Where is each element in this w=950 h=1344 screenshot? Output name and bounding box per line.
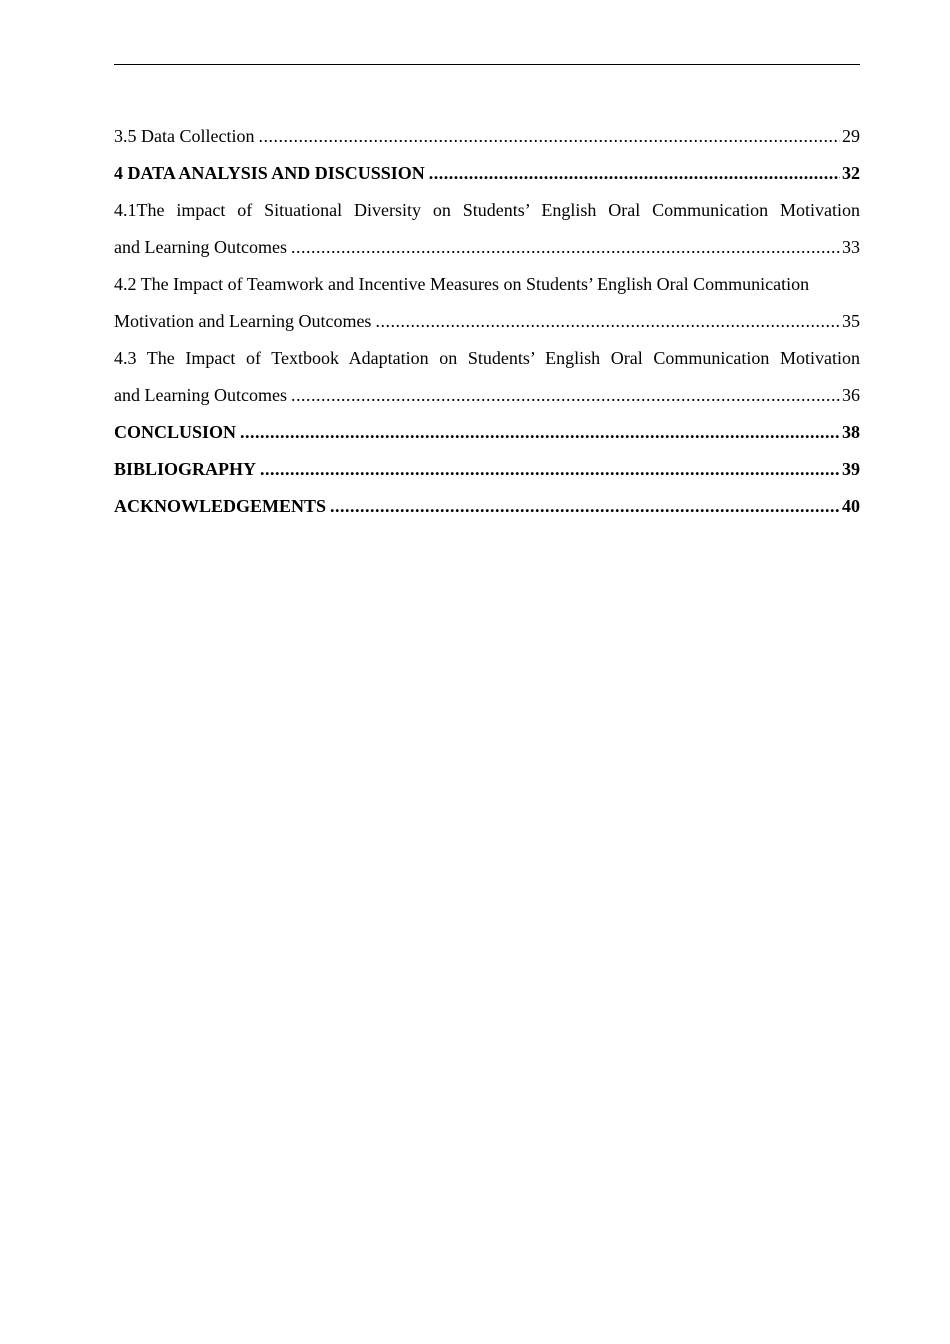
- toc-entry-title: 3.5 Data Collection: [114, 126, 255, 146]
- header-rule: [114, 64, 860, 65]
- toc-entry-bibliography[interactable]: [114, 457, 860, 494]
- toc-page-number: 33: [842, 237, 860, 257]
- toc-entry-title: 4 DATA ANALYSIS AND DISCUSSION: [114, 163, 425, 183]
- toc-entry-4-1[interactable]: [114, 198, 860, 272]
- toc-entry-4-2[interactable]: [114, 272, 860, 346]
- toc-entry-title-line: 4.1The impact of Situational Diversity on Students’ English Oral Communication Motivation: [114, 200, 860, 220]
- toc-page-number: 40: [842, 496, 860, 516]
- toc-entry-title-line: 4.3 The Impact of Textbook Adaptation on Students’ English Oral Communication Motivation: [114, 348, 860, 368]
- toc-dot-leader: [291, 235, 840, 259]
- toc-entry-title-line: 4.2 The Impact of Teamwork and Incentive Measures on Students’ English Oral Communication: [114, 274, 810, 294]
- toc-page-number: 39: [842, 459, 860, 479]
- table-of-contents: [114, 124, 860, 531]
- toc-dot-leader: [240, 420, 840, 444]
- toc-entry-3-5[interactable]: [114, 124, 860, 161]
- toc-dot-leader: [258, 124, 840, 148]
- toc-entry-title: CONCLUSION: [114, 422, 237, 442]
- toc-dot-leader: [429, 161, 840, 185]
- toc-entry-title: BIBLIOGRAPHY: [114, 459, 257, 479]
- toc-entry-4-3[interactable]: [114, 346, 860, 420]
- toc-dot-leader: [260, 457, 840, 481]
- toc-entry-title: ACKNOWLEDGEMENTS: [114, 496, 327, 516]
- toc-dot-leader: [330, 494, 840, 518]
- toc-dot-leader: [291, 383, 840, 407]
- toc-entry-chapter-4[interactable]: [114, 161, 860, 198]
- toc-page-number: 29: [842, 126, 860, 146]
- toc-entry-title-line: and Learning Outcomes: [114, 385, 287, 405]
- toc-page-number: 36: [842, 385, 860, 405]
- toc-page-number: 35: [842, 311, 860, 331]
- toc-entry-conclusion[interactable]: [114, 420, 860, 457]
- toc-page-number: 32: [842, 163, 860, 183]
- toc-page-number: 38: [842, 422, 860, 442]
- toc-entry-title-line: Motivation and Learning Outcomes: [114, 311, 372, 331]
- toc-dot-leader: [375, 309, 840, 333]
- toc-entry-title-line: and Learning Outcomes: [114, 237, 287, 257]
- toc-entry-acknowledgements[interactable]: [114, 494, 860, 531]
